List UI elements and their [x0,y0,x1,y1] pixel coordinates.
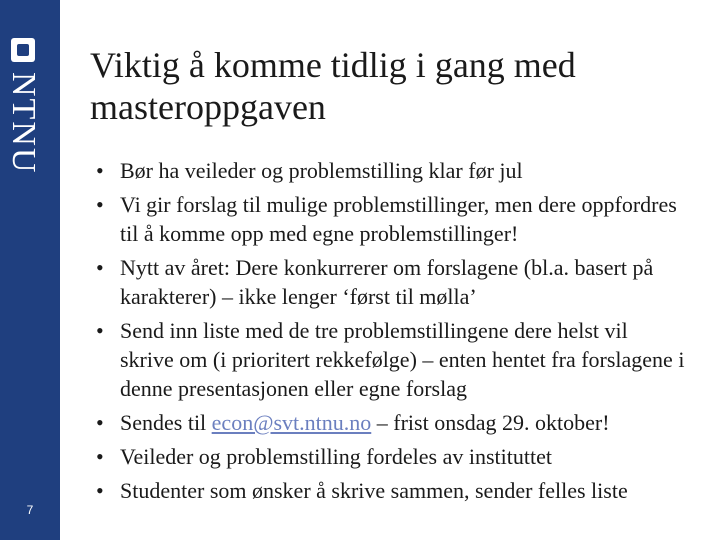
bullet-item-email [96,408,686,437]
ntnu-logo-icon-inner [17,44,29,56]
bullet-item: • Vi gir forslag til mulige problemstillinger, men dere oppfordres til å komme opp med egne problemstillinger! [96,190,686,248]
bullet-list [96,156,686,510]
bullet-item: • Veileder og problemstilling fordeles av instituttet [96,442,686,471]
sidebar [0,0,60,540]
bullet-item: • Bør ha veileder og problemstilling klar før jul [96,156,686,185]
bullet-text: – frist onsdag 29. oktober! [371,410,610,435]
email-link[interactable]: econ@svt.ntnu.no [211,410,372,435]
bullet-item: • Send inn liste med de tre problemstillingene dere helst vil skrive om (i prioritert rekkefølge) – enten hentet fra forslagene i denne presentasjonen eller egne forslag [96,316,686,403]
page-number: 7 [26,503,34,517]
bullet-text: Sendes til [120,410,212,435]
bullet-item: • Studenter som ønsker å skrive sammen, sender felles liste [96,476,686,505]
ntnu-logo-icon [11,38,35,62]
bullet-item: • Nytt av året: Dere konkurrerer om forslagene (bl.a. basert på karakterer) – ikke lenger ‘først til mølla’ [96,253,686,311]
slide-title: Viktig å komme tidlig i gang med masteroppgaven [90,45,576,127]
ntnu-logo-text: NTNU [5,72,42,175]
